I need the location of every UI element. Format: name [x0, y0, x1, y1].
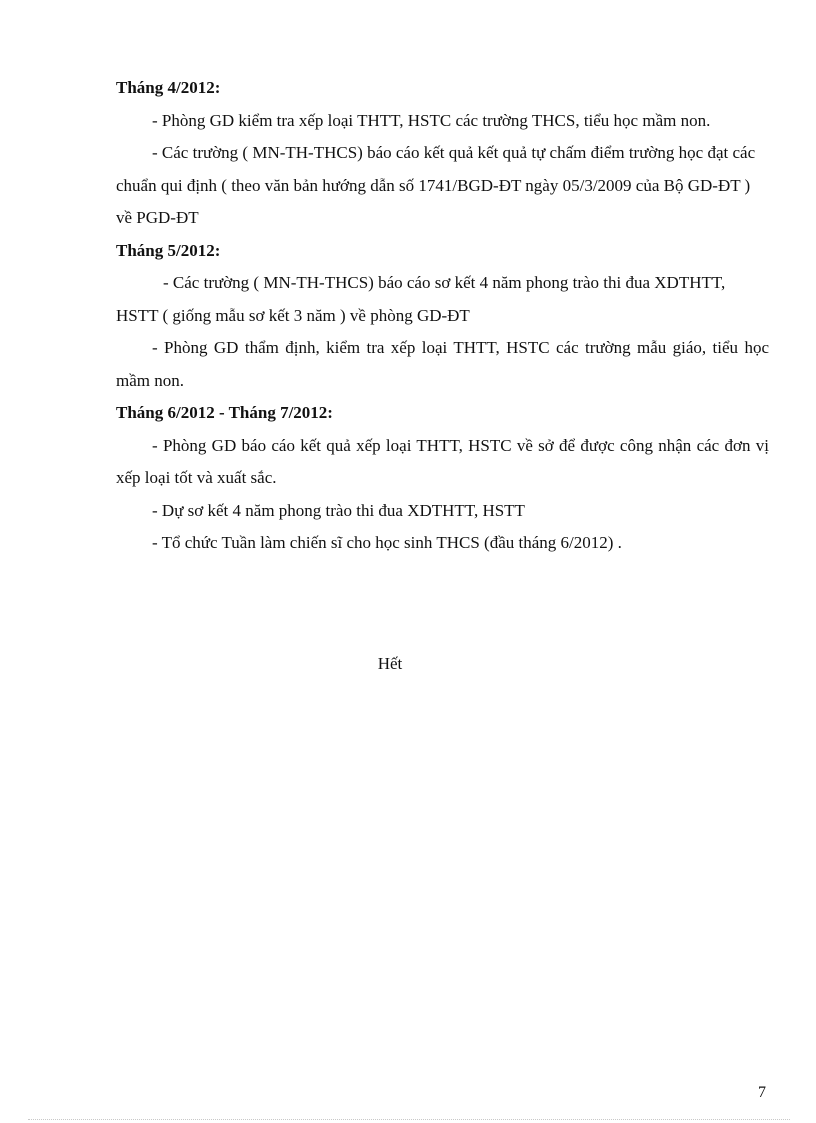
paragraph-may-summary-report: - Các trường ( MN-TH-THCS) báo cáo sơ kết 4 năm phong trào thi đua XDTHTT, HSTT ( giống mẫu sơ kết 3 năm ) về phòng GD-ĐT: [116, 273, 726, 325]
document-body: [116, 72, 769, 560]
document-ending: Hết: [377, 654, 403, 673]
section-heading-may: Tháng 5/2012:: [116, 240, 221, 260]
footer-divider: [28, 1119, 790, 1120]
page-number: 7: [758, 1084, 766, 1101]
paragraph-june-results-report: - Phòng GD báo cáo kết quả xếp loại THTT, HSTC về sở để được công nhận các đơn vị xếp loại tốt và xuất sắc.: [116, 435, 769, 487]
paragraph-april-inspection: - Phòng GD kiểm tra xếp loại THTT, HSTC các trường THCS, tiểu học mầm non.: [152, 110, 711, 130]
section-heading-june-july: Tháng 6/2012 - Tháng 7/2012:: [116, 403, 333, 422]
paragraph-june-soldier-week: - Tổ chức Tuần làm chiến sĩ cho học sinh THCS (đầu tháng 6/2012) .: [152, 533, 622, 552]
paragraph-april-self-assessment: - Các trường ( MN-TH-THCS) báo cáo kết quả kết quả tự chấm điểm trường học đạt các chuẩn qui định ( theo văn bản hướng dẫn số 1741/BGD-ĐT ngày 05/3/2009 của Bộ GD-ĐT ) về PGD-ĐT: [116, 143, 756, 227]
paragraph-june-summary-meeting: - Dự sơ kết 4 năm phong trào thi đua XDTHTT, HSTT: [152, 500, 525, 520]
section-heading-april: Tháng 4/2012:: [116, 78, 221, 97]
paragraph-may-appraisal: - Phòng GD thẩm định, kiểm tra xếp loại THTT, HSTC các trường mẫu giáo, tiểu học mầm non.: [116, 338, 769, 390]
